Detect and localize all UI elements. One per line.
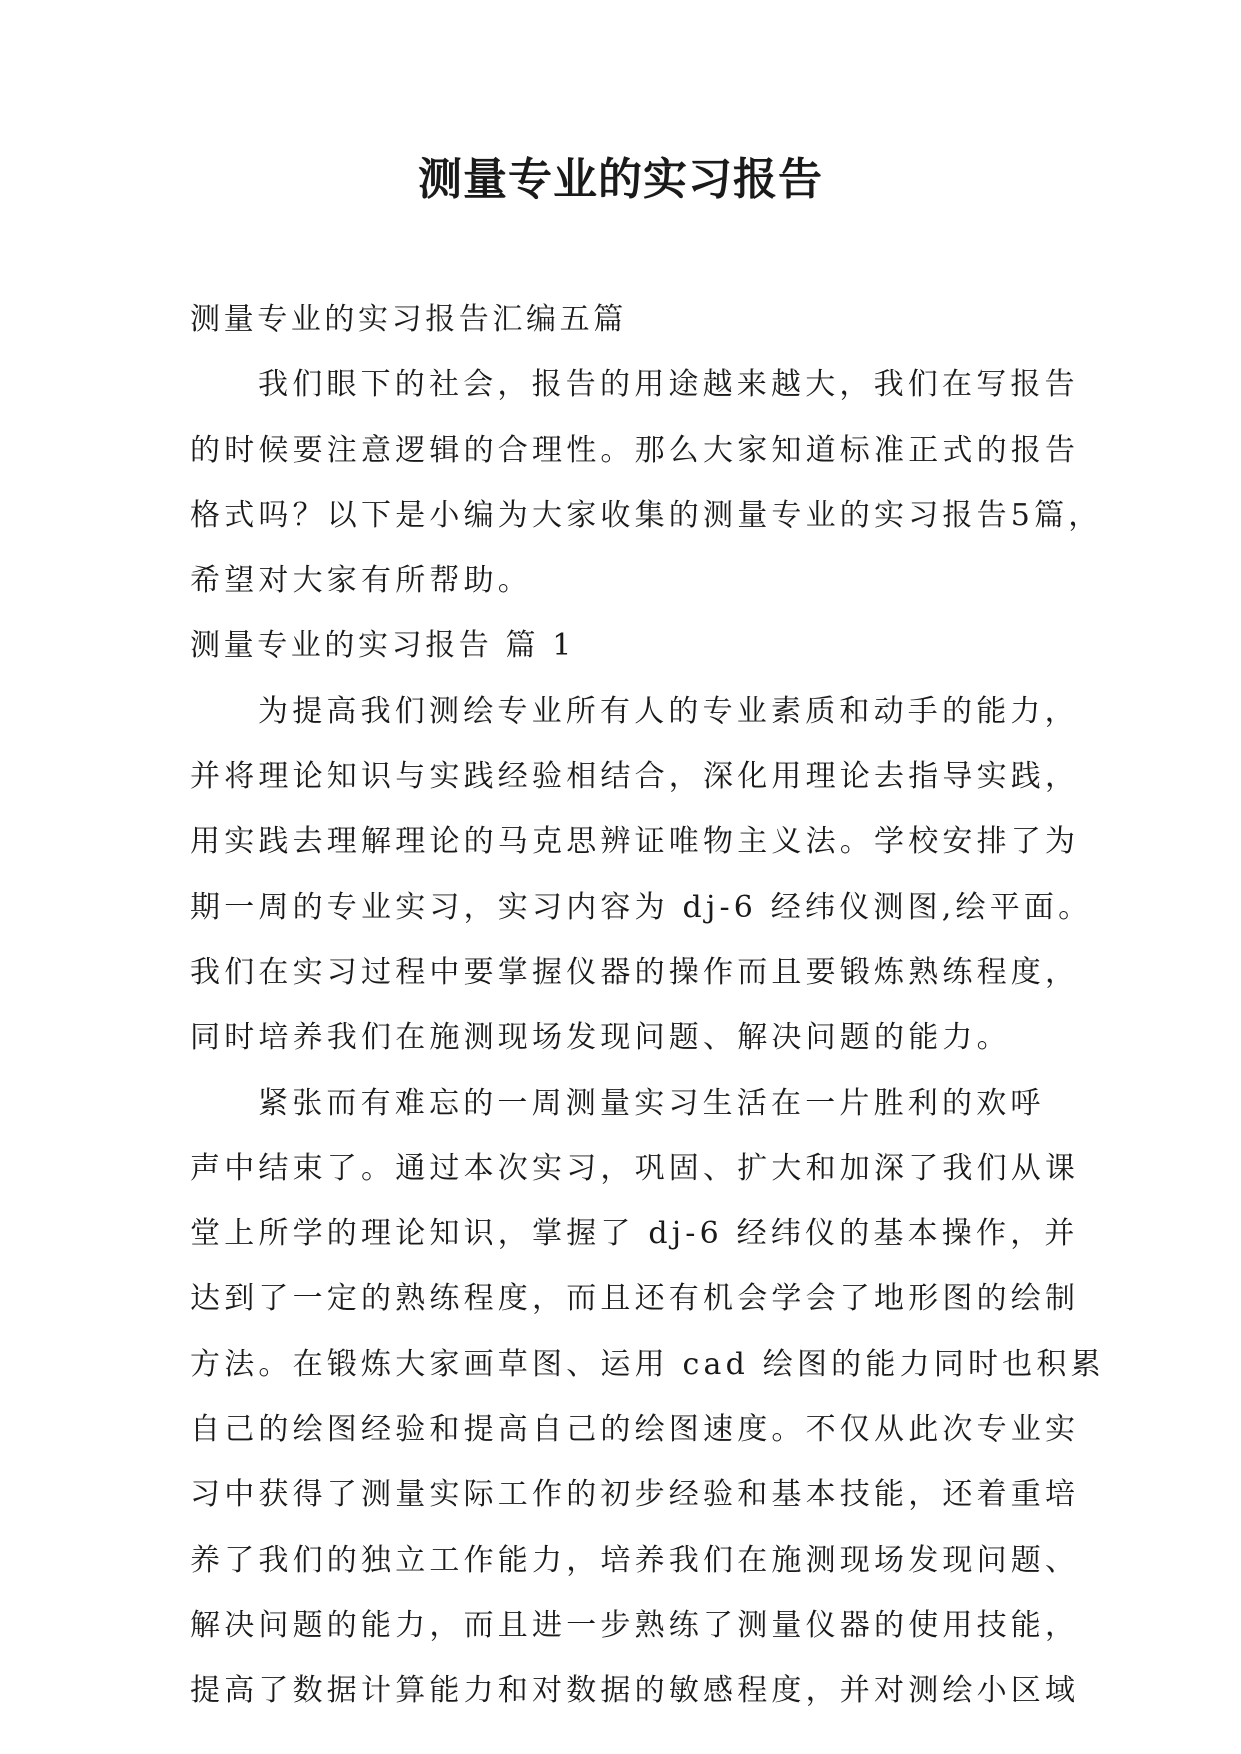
paragraph-2-line: 养了我们的独立工作能力，培养我们在施测现场发现问题、 [190, 1542, 1080, 1578]
paragraph-1-line: 同时培养我们在施测现场发现问题、解决问题的能力。 [190, 1020, 1011, 1056]
intro-paragraph-line: 格式吗？以下是小编为大家收集的测量专业的实习报告5篇， [190, 497, 1103, 533]
paragraph-2-line: 提高了数据计算能力和对数据的敏感程度，并对测绘小区域 [190, 1673, 1080, 1709]
paragraph-2-line: 紧张而有难忘的一周测量实习生活在一片胜利的欢呼 [258, 1085, 1045, 1121]
paragraph-2-line: 声中结束了。通过本次实习，巩固、扩大和加深了我们从课 [190, 1150, 1080, 1186]
paragraph-2-line: 解决问题的能力，而且进一步熟练了测量仪器的使用技能， [190, 1607, 1080, 1643]
paragraph-1-line: 并将理论知识与实践经验相结合，深化用理论去指导实践， [190, 759, 1080, 795]
intro-paragraph-line: 我们眼下的社会，报告的用途越来越大，我们在写报告 [258, 367, 1079, 403]
paragraph-2-line: 习中获得了测量实际工作的初步经验和基本技能，还着重培 [190, 1477, 1080, 1513]
paragraph-1-line: 用实践去理解理论的马克思辨证唯物主义法。学校安排了为 [190, 824, 1080, 860]
document-body [190, 287, 1105, 1724]
intro-paragraph-line: 的时候要注意逻辑的合理性。那么大家知道标准正式的报告 [190, 432, 1080, 468]
paragraph-2-line: 自己的绘图经验和提高自己的绘图速度。不仅从此次专业实 [190, 1412, 1080, 1448]
paragraph-2-line: 方法。在锻炼大家画草图、运用 cad 绘图的能力同时也积累 [190, 1346, 1105, 1382]
paragraph-1-line: 为提高我们测绘专业所有人的专业素质和动手的能力， [258, 693, 1079, 729]
paragraph-2-line: 堂上所学的理论知识，掌握了 dj-6 经纬仪的基本操作，并 [190, 1216, 1079, 1252]
paragraph-1-line: 期一周的专业实习，实习内容为 dj-6 经纬仪测图,绘平面。 [190, 889, 1093, 925]
paragraph-2-line: 达到了一定的熟练程度，而且还有机会学会了地形图的绘制 [190, 1281, 1080, 1317]
intro-paragraph-line: 希望对大家有所帮助。 [190, 563, 532, 599]
section-heading: 测量专业的实习报告 篇 1 [190, 628, 575, 664]
collection-heading: 测量专业的实习报告汇编五篇 [190, 302, 627, 337]
paragraph-1-line: 我们在实习过程中要掌握仪器的操作而且要锻炼熟练程度， [190, 954, 1080, 990]
document-title: 测量专业的实习报告 [418, 154, 823, 205]
